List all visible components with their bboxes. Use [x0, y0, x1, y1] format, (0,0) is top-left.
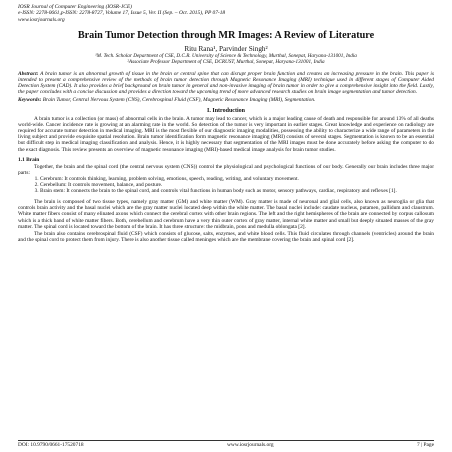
- list-item: 3. Brain stem: It connects the brain to the spinal cord, and controls vital functions in human body such as motor, sensory pathways, cardiac, respiratory and reflexes [1].: [40, 188, 434, 194]
- footer-site[interactable]: www.iosrjournals.org: [227, 442, 274, 448]
- intro-paragraph: A brain tumor is a collection (or mass) of abnormal cells in the brain. A tumor may lead to cancer, which is a major leading cause of death and responsible for around 13% of all deaths world-wide. Cancer incidence rate is growing at an alarming rate in the world. So detection of the tumor is very important in earlier stages. Great knowledge and experience on radiology are required for accurate tumor detection in medical imaging. MRI is the most flexible of our diagnostic imaging modalities, possessing the ability to characterize a wide range of parameters in the living subject and provide exquisite spatial resolution. Brain tumor identification form magnetic resonance imaging (MRI) consists of several stages. Segmentation is known to be an essential but difficult step in medical imaging classification and analysis. Hence, it is highly necessary that segmentation of the MRI images must be done accurately before asking the computer to do the exact diagnosis. This review presents an overview of magnetic resonance imaging (MRI)-based medical image analysis for brain tumor studies.: [18, 116, 434, 153]
- affiliation-2: ²Associate Professor Department of CSE, DCRUST, Murthal, Sonepat, Haryana-131001, India: [127, 59, 325, 66]
- footer-doi: DOI: 10.9790/0661-17520718: [18, 442, 84, 448]
- csf-paragraph: The brain also contains cerebrospinal fluid (CSF) which consists of glucose, salts, enzymes, and white blood cells. This fluid circulates through channels (ventricles) around the brain and the spinal cord to protect them from injury. There is also another tissue called meninges which are the membrane covering the brain and spinal cord [2].: [18, 230, 434, 243]
- journal-header: [18, 4, 434, 23]
- keywords-label: Keywords:: [18, 97, 42, 103]
- keywords: [18, 97, 434, 103]
- page-footer: [18, 440, 434, 448]
- list-item: 1. Cerebrum: It controls thinking, learning, problem solving, emotions, speech, reading, writing, and voluntary movement.: [40, 176, 434, 182]
- tissue-paragraph: The brain is composed of two tissue types, namely gray matter (GM) and white matter (WM). Gray matter is made of neuronal and glial cells, also known as neuroglia or glia that controls brain activity and the basal nuclei which are the gray matter nuclei located deep within the white matter. The basal nuclei include: caudate nucleus, putamen, pallidum and claustrum. White matter fibers consist of many elinated axons which connect the cerebral cortex with other brain regions. The left and the right hemispheres of the brain are connected by corpus callosum which is a thick band of white matter fibers. Both, cerebellum and cerebrum have a very thin outer cortex of gray matter, internal white matter and small but deeply situated masses of the gray matter. The spinal cord is located toward the bottom of the brain. It has three structure: the midbrain, pons and medulla oblongata [2].: [18, 199, 434, 230]
- paper-title: Brain Tumor Detection through MR Images: A Review of Literature: [77, 30, 375, 42]
- section-heading-introduction: I. Introduction: [207, 108, 245, 115]
- brain-paragraph: Together, the brain and the spinal cord (the central nervous system (CNS)) control the physiological and psychological functions of our body. Generally our brain includes three major parts:: [18, 163, 434, 176]
- brain-parts-list: [18, 176, 434, 194]
- journal-name: IOSR Journal of Computer Engineering (IOSR-JCE): [18, 4, 132, 10]
- abstract: [18, 71, 434, 95]
- journal-issn: e-ISSN: 2278-0661,p-ISSN: 2278-8727, Volume 17, Issue 5, Ver. II (Sep. – Oct. 2015), PP 07-18: [18, 10, 226, 17]
- affiliation-1: ¹M. Tech. Scholar Department of CSE, D.C.R. University of Science & Technology, Murthal, Sonepat, Haryana-131001, India: [95, 53, 357, 60]
- abstract-text: A brain tumor is an abnormal growth of tissue in the brain or central spine that can disrupt proper brain function and creates an increasing pressure in the brain. This paper is intended to present a comprehensive review of the methods of brain tumor detection through Magnetic Resonance Imaging (MRI) technique used in different stages of Computer Aided Detection System (CAD). It also provides a brief background on brain tumor in general and non-invasive imaging of brain tumor in order to give a comprehensive insight into the field. Lastly, the paper concludes with a concise discussion and provides a direction toward the upcoming trend of more advanced research studies on brain image segmentation and tumor detection.: [18, 70, 434, 95]
- abstract-label: Abstract:: [18, 70, 39, 77]
- subsection-heading-brain: 1.1 Brain: [18, 156, 40, 163]
- journal-url[interactable]: www.iosrjournals.org: [18, 16, 65, 23]
- list-item: 2. Cerebellum: It controls movement, balance, and posture.: [40, 182, 434, 188]
- paper-authors: Ritu Rana¹, Parvinder Singh²: [184, 45, 268, 54]
- footer-page-number: 7 | Page: [417, 442, 434, 448]
- keywords-text: Brain Tumor, Central Nervous System (CNS), Cerebrospinal Fluid (CSF), Magnetic Resonance Imaging (MRI), Segmentation.: [41, 97, 316, 103]
